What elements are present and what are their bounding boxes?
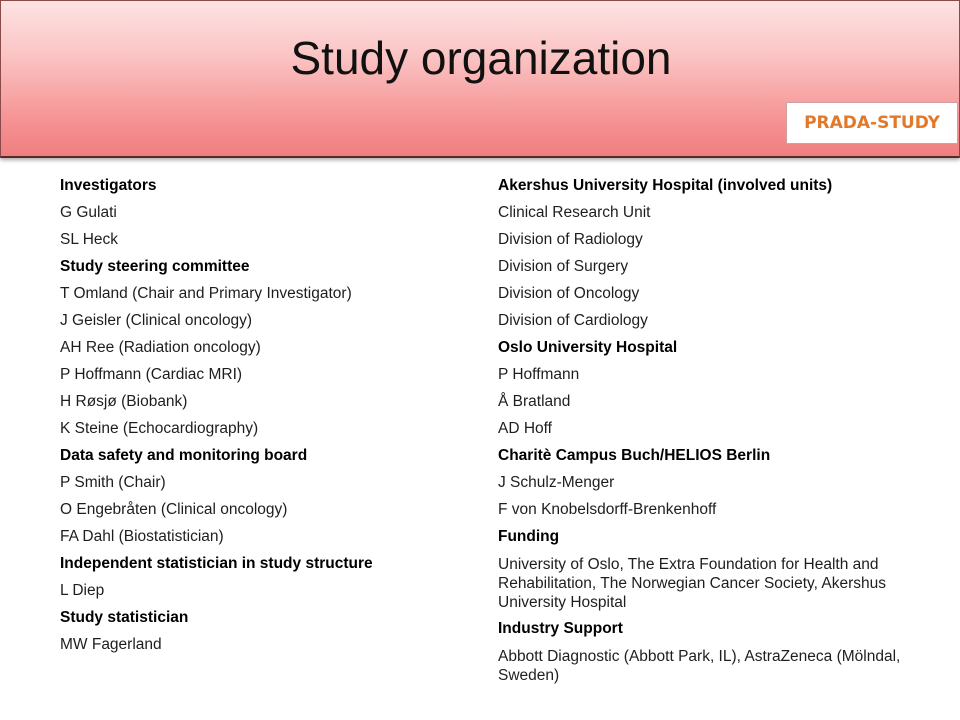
right-column [498, 172, 928, 688]
list-item: P Hoffmann [498, 366, 580, 383]
list-item: Clinical Research Unit [498, 204, 651, 221]
list-item: AD Hoff [498, 420, 552, 437]
list-item: P Smith (Chair) [60, 474, 166, 491]
list-item: H Røsjø (Biobank) [60, 393, 188, 410]
section-heading: Study statistician [60, 609, 189, 626]
section-heading: Independent statistician in study structure [60, 555, 373, 572]
list-item: L Diep [60, 582, 105, 599]
list-item: FA Dahl (Biostatistician) [60, 528, 224, 545]
list-item: Division of Oncology [498, 285, 640, 302]
list-item: G Gulati [60, 204, 117, 221]
section-heading: Data safety and monitoring board [60, 447, 308, 464]
left-column [60, 172, 460, 658]
list-item: Division of Cardiology [498, 312, 648, 329]
list-item: Division of Surgery [498, 258, 629, 275]
title-banner [0, 0, 960, 158]
list-item: F von Knobelsdorff-Brenkenhoff [498, 501, 717, 518]
section-heading: Oslo University Hospital [498, 339, 678, 356]
page-title: Study organization [290, 32, 672, 84]
section-heading: Charitè Campus Buch/HELIOS Berlin [498, 447, 771, 464]
study-badge: PRADA-STUDY [786, 102, 958, 144]
list-item: MW Fagerland [60, 636, 162, 653]
list-item: J Schulz-Menger [498, 474, 615, 491]
list-item: University of Oslo, The Extra Foundation for Health and Rehabilitation, The Norwegian Cancer Society, Akershus University Hospital [498, 556, 886, 611]
section-heading: Funding [498, 528, 560, 545]
list-item: K Steine (Echocardiography) [60, 420, 259, 437]
section-heading: Study steering committee [60, 258, 250, 275]
list-item: Division of Radiology [498, 231, 643, 248]
section-heading: Industry Support [498, 620, 623, 637]
list-item: Abbott Diagnostic (Abbott Park, IL), AstraZeneca (Mölndal, Sweden) [498, 648, 901, 684]
section-heading: Akershus University Hospital (involved units) [498, 177, 833, 194]
list-item: Å Bratland [498, 393, 571, 410]
list-item: P Hoffmann (Cardiac MRI) [60, 366, 243, 383]
list-item: AH Ree (Radiation oncology) [60, 339, 261, 356]
list-item: O Engebråten (Clinical oncology) [60, 501, 288, 518]
list-item: T Omland (Chair and Primary Investigator) [60, 285, 352, 302]
list-item: SL Heck [60, 231, 119, 248]
section-heading: Investigators [60, 177, 157, 194]
list-item: J Geisler (Clinical oncology) [60, 312, 253, 329]
